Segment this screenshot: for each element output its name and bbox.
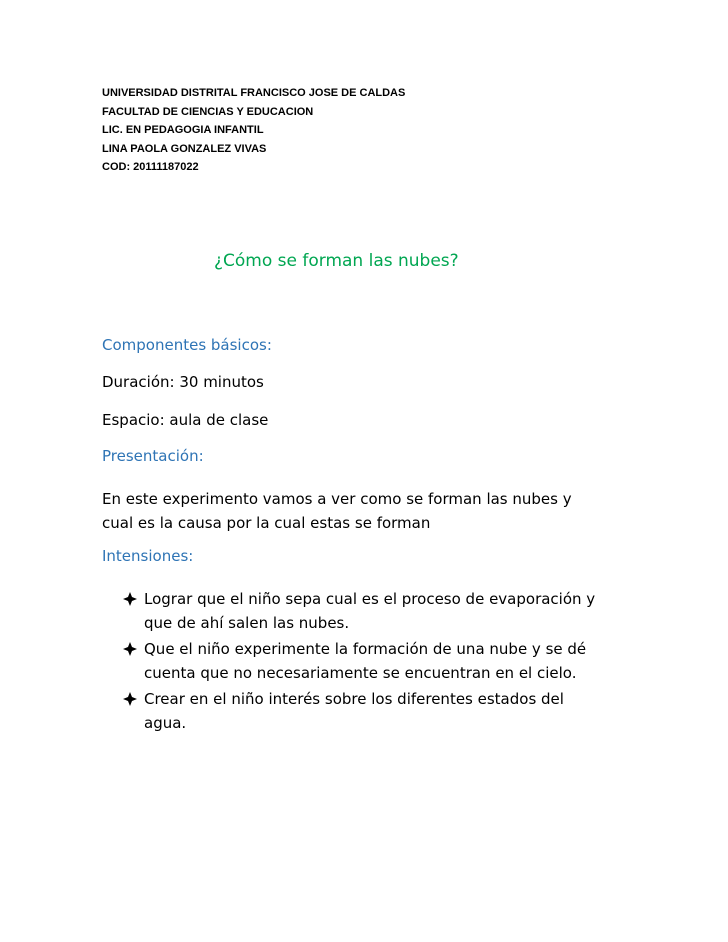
header-university: UNIVERSIDAD DISTRITAL FRANCISCO JOSE DE CALDAS [102, 87, 406, 99]
components-heading: Componentes básicos: [102, 336, 272, 354]
list-item-line: Que el niño experimente la formación de una nube y se dé [144, 640, 587, 658]
diamond-bullet-icon [123, 642, 137, 656]
list-item [123, 637, 683, 685]
document-header [102, 84, 405, 177]
space-text: Espacio: aula de clase [102, 411, 269, 429]
list-item-line: que de ahí salen las nubes. [144, 614, 350, 632]
list-item [123, 687, 683, 735]
diamond-bullet-icon [123, 592, 137, 606]
list-item-line: cuenta que no necesariamente se encuentran en el cielo. [144, 664, 577, 682]
presentation-heading: Presentación: [102, 447, 204, 465]
header-code: COD: 20111187022 [102, 161, 199, 173]
intentions-heading: Intensiones: [102, 547, 194, 565]
presentation-line: En este experimento vamos a ver como se forman las nubes y [102, 490, 572, 508]
document-title: ¿Cómo se forman las nubes? [214, 251, 459, 271]
presentation-paragraph [102, 487, 642, 535]
list-item-line: agua. [144, 714, 187, 732]
duration-text: Duración: 30 minutos [102, 373, 264, 391]
diamond-bullet-icon [123, 692, 137, 706]
list-item-line: Crear en el niño interés sobre los diferentes estados del [144, 690, 564, 708]
list-item [123, 587, 683, 635]
header-faculty: FACULTAD DE CIENCIAS Y EDUCACION [102, 105, 314, 118]
intentions-list [123, 587, 683, 737]
list-item-line: Lograr que el niño sepa cual es el proceso de evaporación y [144, 590, 596, 608]
header-author: LINA PAOLA GONZALEZ VIVAS [102, 142, 267, 155]
presentation-line: cual es la causa por la cual estas se forman [102, 514, 431, 532]
header-program: LIC. EN PEDAGOGIA INFANTIL [102, 124, 264, 136]
